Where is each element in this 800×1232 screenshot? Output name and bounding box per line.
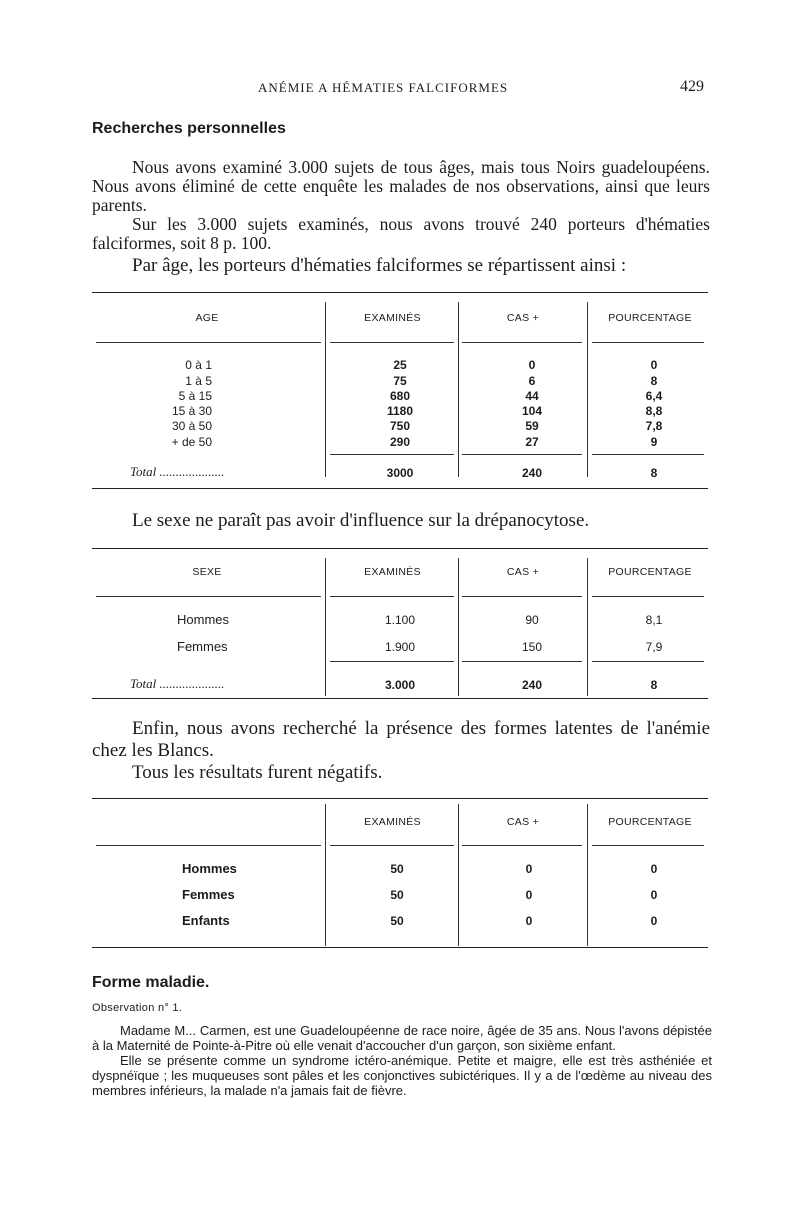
table-sexe: SEXE EXAMINÉS CAS + POURCENTAGE Hommes 1.100 90 8,1 Femmes 1.900 150 7,9 Total .................... 3.000 240 8 <box>92 548 708 708</box>
sentence-sexe: Le sexe ne paraît pas avoir d'influence sur la drépanocytose. <box>132 510 590 531</box>
paragraph: Enfin, nous avons recherché la présence des formes latentes de l'anémie chez les Blancs. <box>92 718 710 761</box>
table-age: AGE EXAMINÉS CAS + POURCENTAGE 0 à 1 25 0 0 1 à 5 75 6 8 5 à 15 680 44 6,4 15 à 30 1180 104 8,8 30 à 50 750 59 7,8 + de 50 290 27 9 Total .................... 3000 240 8 <box>92 292 708 492</box>
header-pourcentage: POURCENTAGE <box>608 312 692 324</box>
section-heading-forme-maladie: Forme maladie. <box>92 974 210 991</box>
header-pourcentage: POURCENTAGE <box>608 816 692 828</box>
paragraph: Madame M... Carmen, est une Guadeloupéenne de race noire, âgée de 35 ans. Nous l'avons dépistée à la Maternité de Pointe-à-Pitre où elle venait d'accoucher d'un garçon, son sixième enfant. <box>92 1023 712 1053</box>
header-cas: CAS + <box>506 312 540 324</box>
header-age: AGE <box>195 312 219 324</box>
observation-body <box>92 1023 712 1098</box>
page-number: 429 <box>680 78 704 95</box>
blancs-paragraphs <box>92 718 710 784</box>
header-pourcentage: POURCENTAGE <box>608 566 692 578</box>
header-cas: CAS + <box>506 816 540 828</box>
intro-paragraphs <box>92 158 710 277</box>
paragraph: Elle se présente comme un syndrome ictéro-anémique. Petite et maigre, elle est très asthéniée et dyspnéïque ; les muqueuses sont pâles et les conjonctives subictériques. Il y a de l'œdème au niveau des membres inférieurs, la malade n'a jamais fait de fièvre. <box>92 1053 712 1098</box>
paragraph: Nous avons examiné 3.000 sujets de tous âges, mais tous Noirs guadeloupéens. Nous avons éliminé de cette enquête les malades de nos observations, ainsi que leurs parents. <box>92 157 710 215</box>
header-sexe: SEXE <box>192 566 222 578</box>
header-examines: EXAMINÉS <box>364 312 421 324</box>
header-examines: EXAMINÉS <box>364 816 421 828</box>
observation-title: Observation n° 1. <box>92 1002 183 1014</box>
paragraph: Tous les résultats furent négatifs. <box>132 762 383 783</box>
header-examines: EXAMINÉS <box>364 566 421 578</box>
section-heading-recherches: Recherches personnelles <box>92 120 286 137</box>
header-cas: CAS + <box>506 566 540 578</box>
running-head: ANÉMIE A HÉMATIES FALCIFORMES <box>258 80 509 95</box>
table-blancs: EXAMINÉS CAS + POURCENTAGE Hommes 50 0 0 Femmes 50 0 0 Enfants 50 0 0 <box>92 798 708 950</box>
paragraph: Sur les 3.000 sujets examinés, nous avons trouvé 240 porteurs d'hématies falciformes, soit 8 p. 100. <box>92 214 710 253</box>
paragraph: Par âge, les porteurs d'hématies falciformes se répartissent ainsi : <box>132 255 627 276</box>
